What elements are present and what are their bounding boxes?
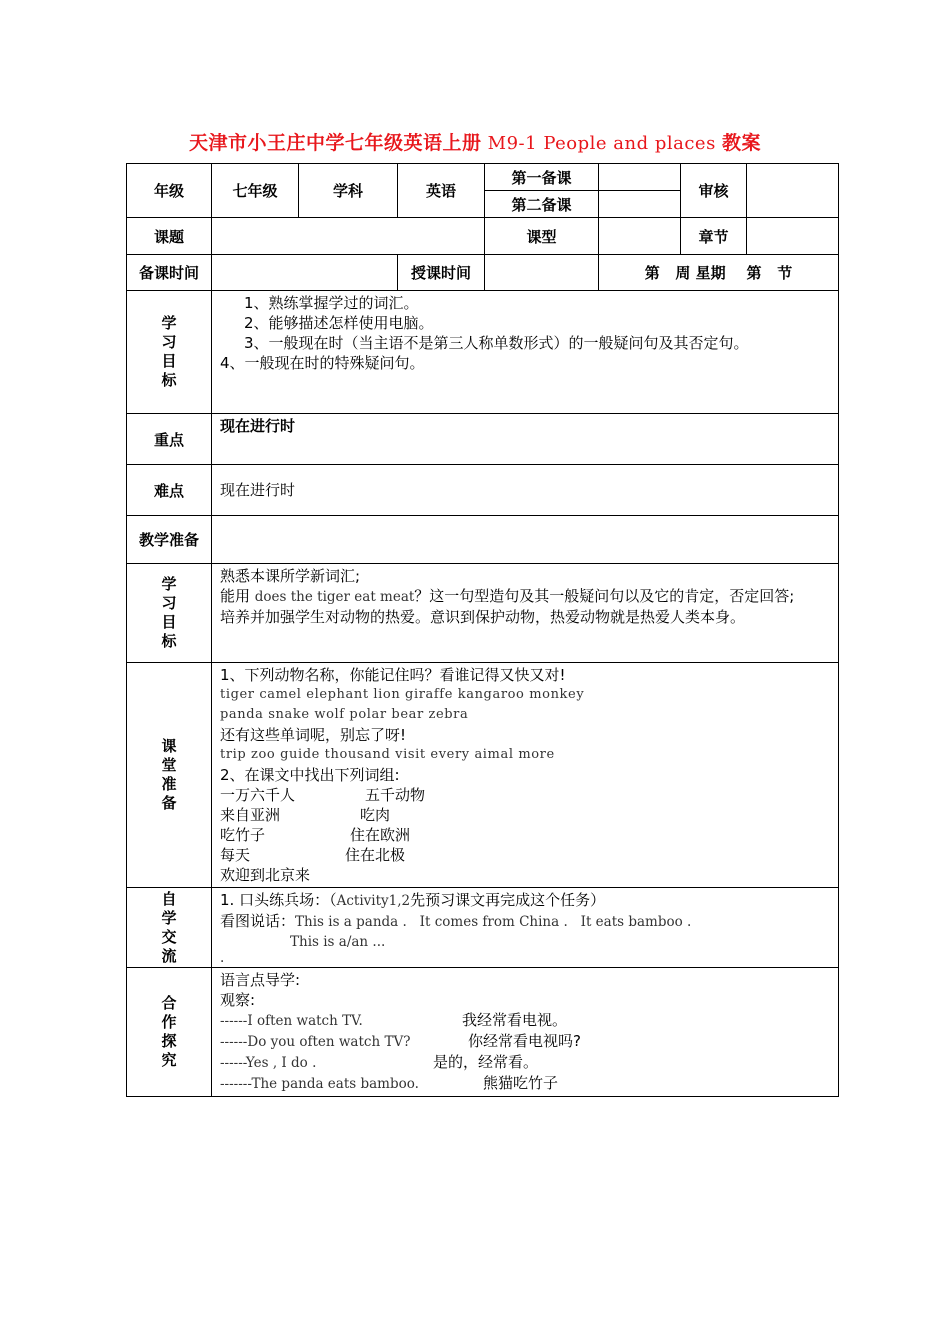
goals-label: 学 习 目 标 [127, 564, 212, 663]
topic-value [212, 218, 485, 255]
class-prep-label: 课 堂 准 备 [127, 663, 212, 888]
key-point-label: 重点 [127, 414, 212, 465]
self-study-line-4: . [220, 950, 225, 966]
phrase-1b: 五千动物 [365, 786, 426, 804]
phrase-2a: 来自亚洲 [220, 806, 281, 824]
phrase-row-4 [220, 845, 830, 865]
teach-time-value [485, 255, 599, 291]
example-1-zh: 我经常看电视。 [462, 1011, 568, 1029]
teach-time-label: 授课时间 [398, 255, 485, 291]
lesson-plan-table [126, 163, 839, 1097]
subject-value: 英语 [398, 164, 485, 218]
first-prep-value [599, 164, 681, 191]
first-prep-label: 第一备课 [485, 164, 599, 191]
cooperate-intro-1: 语言点导学: [220, 971, 301, 989]
self-study-line-1 [220, 890, 830, 911]
type-label: 课型 [485, 218, 599, 255]
example-3-en: ------Yes , I do . [220, 1055, 317, 1071]
prep-time-label: 备课时间 [127, 255, 212, 291]
grade-value: 七年级 [212, 164, 299, 218]
week-schedule: 第 周 星期 第 节 [599, 255, 839, 291]
review-value [747, 164, 839, 218]
class-prep-q1: 1、下列动物名称，你能记住吗？看谁记得又快又对! [220, 666, 566, 684]
example-row-3 [220, 1052, 830, 1073]
title-zh-part2: 教案 [722, 132, 762, 154]
self-study-content [212, 888, 839, 968]
goal-line-3: 培养并加强学生对动物的热爱。意识到保护动物，热爱动物就是热爱人类本身。 [220, 608, 746, 626]
phrase-3b: 住在欧洲 [350, 826, 411, 844]
subject-label: 学科 [299, 164, 398, 218]
example-2-zh: 你经常看电视吗? [468, 1032, 581, 1050]
phrase-4a: 每天 [220, 846, 251, 864]
phrase-1a: 一万六千人 [220, 786, 296, 804]
goals-content [212, 564, 839, 663]
self-study-line-3: This is a/an ... [290, 934, 386, 950]
teaching-prep-label: 教学准备 [127, 516, 212, 564]
objective-line-1: 1、熟练掌握学过的词汇。 [244, 294, 419, 312]
type-value [599, 218, 681, 255]
goal-line-2 [220, 586, 830, 607]
objective-line-3: 3、一般现在时（当主语不是第三人称单数形式）的一般疑问句及其否定句。 [244, 334, 749, 352]
review-label: 审核 [681, 164, 747, 218]
phrase-row-3 [220, 825, 830, 845]
grade-label: 年级 [127, 164, 212, 218]
example-3-zh: 是的，经常看。 [433, 1053, 539, 1071]
example-row-2 [220, 1031, 830, 1052]
example-2-en: ------Do you often watch TV? [220, 1034, 411, 1050]
prep-time-value [212, 255, 398, 291]
objectives-content [212, 291, 839, 414]
self-study-activity: Activity1,2 [336, 893, 411, 909]
objectives-label: 学 习 目 标 [127, 291, 212, 414]
difficulty-value: 现在进行时 [212, 465, 839, 516]
self-study-line-1a: 1. 口头练兵场：（ [220, 891, 337, 909]
cooperate-content [212, 968, 839, 1097]
objective-line-4: 4、一般现在时的特殊疑问句。 [220, 354, 425, 372]
phrase-row-5: 欢迎到北京来 [220, 866, 311, 884]
animal-words-1: tiger camel elephant lion giraffe kangaroo monkey [220, 687, 585, 702]
class-prep-content [212, 663, 839, 888]
example-row-4 [220, 1073, 830, 1094]
class-prep-more: 还有这些单词呢，别忘了呀! [220, 726, 407, 744]
phrase-3a: 吃竹子 [220, 826, 266, 844]
goal-line-2-prefix: 能用 [220, 587, 255, 605]
document-title [0, 128, 950, 155]
teaching-prep-value [212, 516, 839, 564]
topic-label: 课题 [127, 218, 212, 255]
self-study-label: 自 学 交 流 [127, 888, 212, 968]
phrase-4b: 住在北极 [345, 846, 406, 864]
goal-line-2-suffix: ？这一句型造句及其一般疑问句以及它的肯定，否定回答; [414, 587, 795, 605]
cooperate-intro-2: 观察: [220, 991, 256, 1009]
second-prep-label: 第二备课 [485, 191, 599, 218]
key-point-value: 现在进行时 [212, 414, 839, 465]
vocab-words: trip zoo guide thousand visit every aimal more [220, 747, 555, 762]
chapter-value [747, 218, 839, 255]
title-en-part: M9-1 People and places [481, 133, 723, 154]
phrase-row-2 [220, 805, 830, 825]
phrase-2b: 吃肉 [360, 806, 391, 824]
self-study-line-1c: 先预习课文再完成这个任务） [410, 891, 606, 909]
example-row-1 [220, 1010, 830, 1031]
example-4-zh: 熊猫吃竹子 [483, 1074, 559, 1092]
example-4-en: -------The panda eats bamboo. [220, 1076, 419, 1092]
class-prep-q2: 2、在课文中找出下列词组: [220, 766, 400, 784]
objective-line-2: 2、能够描述怎样使用电脑。 [244, 314, 434, 332]
self-study-line-2 [220, 911, 830, 932]
animal-words-2: panda snake wolf polar bear zebra [220, 707, 469, 722]
self-study-sentences: This is a panda . It comes from China . It eats bamboo . [295, 914, 692, 930]
example-1-en: ------I often watch TV. [220, 1013, 363, 1029]
cooperate-label: 合 作 探 究 [127, 968, 212, 1097]
self-study-line-2a: 看图说话： [220, 912, 296, 930]
goal-line-2-sentence: does the tiger eat meat [254, 589, 415, 605]
chapter-label: 章节 [681, 218, 747, 255]
goal-line-1: 熟悉本课所学新词汇; [220, 567, 361, 585]
title-zh-part1: 天津市小王庄中学七年级英语上册 [188, 132, 482, 154]
difficulty-label: 难点 [127, 465, 212, 516]
phrase-row-1 [220, 785, 830, 805]
second-prep-value [599, 191, 681, 218]
